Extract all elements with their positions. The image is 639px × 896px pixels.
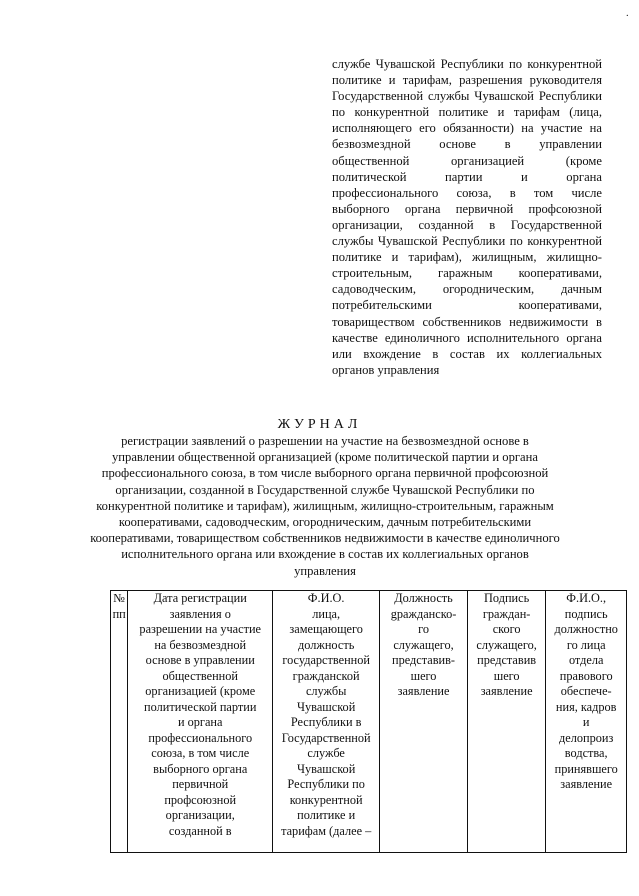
header-cell-number: № пп	[111, 591, 128, 853]
journal-title: ЖУРНАЛ	[277, 417, 362, 432]
corner-mark: ·	[625, 11, 629, 22]
header-cell-person-name: Ф.И.О. лица, замещающего должность государственной гражданской службы Чувашской Республики в Государственной службе Чувашской Республики по конкурентной политике и тарифам (далее –	[273, 591, 380, 853]
journal-table	[110, 590, 627, 853]
journal-subtitle: регистрации заявлений о разрешении на участие на безвозмездной основе в управлении общественной организацией (кроме политической партии и органа профессионального союза, в том числе выборного органа первичной профсоюзной организации, созданной в Государственной службе Чувашской Республики по конкурентной политике и тарифам), жилищным, жилищно-строительным, гаражным кооперативами, садоводческим, огородническим, дачным потребительскими кооперативами, товариществом собственников недвижимости в качестве единоличного исполнительного органа или вхождение в состав их коллегиальных органов управления	[90, 434, 560, 578]
appendix-reference-text: службе Чувашской Республики по конкурентной политике и тарифам, разрешения руководителя Государственной службы Чувашской Республики по конкурентной политике и тарифам (лица, исполняющего его обязанности) на участие на безвозмездной основе в управлении общественной организацией (кроме политической партии и органа профессионального союза, в том числе выборного органа первичной профсоюзной организации, созданной в Государственной службы Чувашской Республики по конкурентной политике и тарифам), жилищным, жилищно-строительным, гаражным кооперативами, садоводческим, огородническим, дачным потребительскими кооперативами, товариществом собственников недвижимости в качестве единоличного исполнительного органа или вхождение в состав их коллегиальных органов управления	[332, 57, 602, 377]
table-header-row	[111, 591, 627, 853]
header-cell-signature: Подпись граждан- ского служащего, представив шего заявление	[467, 591, 546, 853]
header-cell-position: Должность gражданско- го служащего, представив- шего заявление	[380, 591, 468, 853]
header-cell-receiver: Ф.И.О., подпись должностно го лица отдела правового обеспече- ния, кадров и делопроиз водства, принявшего заявление	[546, 591, 627, 853]
header-cell-registration-date: Дата регистрации заявления о разрешении на участие на безвозмездной основе в управлении общественной организацией (кроме политической партии и органа профессионального союза, в том числе выборного органа первичной профсоюзной организации, созданной в	[128, 591, 273, 853]
